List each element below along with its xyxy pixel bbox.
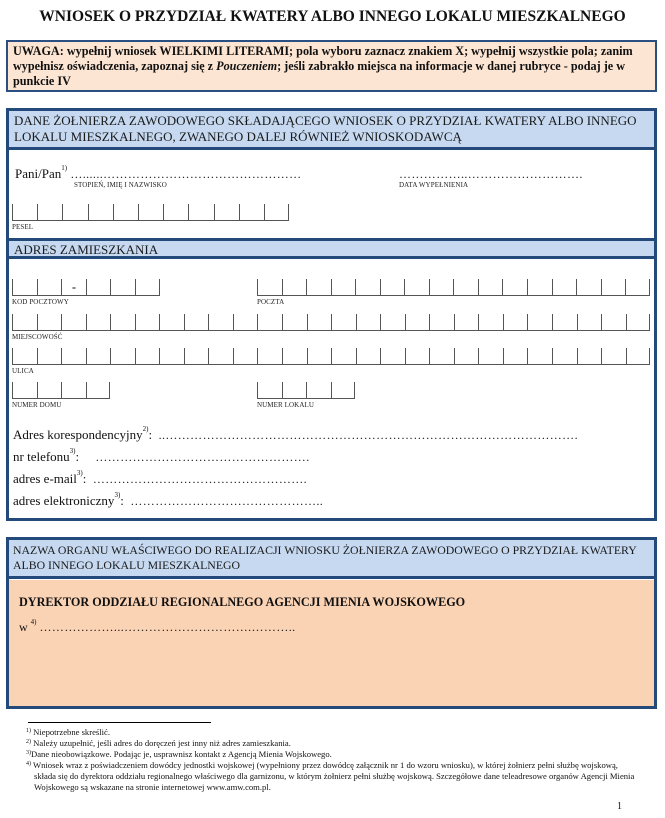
footnote-text: Niepotrzebne skreślić. [33,727,110,737]
char-cell[interactable] [577,314,602,331]
char-cell[interactable] [380,348,405,365]
char-cell[interactable] [86,348,111,365]
footnote-ref: 3) [26,750,31,756]
char-cell[interactable] [163,204,188,221]
char-cell[interactable] [110,314,135,331]
electronic-footnote-ref: 3) [114,491,121,499]
electronic-label: adres elektroniczny [13,493,115,508]
char-cell[interactable] [61,348,86,365]
char-cell[interactable] [61,314,86,331]
street-input[interactable] [12,348,650,365]
char-cell[interactable] [86,314,111,331]
char-cell[interactable] [113,204,138,221]
char-cell[interactable] [12,204,37,221]
char-cell[interactable] [601,279,626,296]
char-cell[interactable] [527,348,552,365]
char-cell[interactable] [307,314,332,331]
char-cell[interactable] [306,382,331,399]
char-cell[interactable] [429,314,454,331]
char-cell[interactable] [233,348,258,365]
address-section-header: ADRES ZAMIESZKANIA [9,238,654,259]
char-cell[interactable] [355,279,380,296]
char-cell[interactable] [380,279,405,296]
char-cell[interactable] [405,348,430,365]
apartment-number-caption: NUMER LOKALU [257,401,315,409]
char-cell[interactable] [135,314,160,331]
authority-location-field[interactable] [19,620,296,635]
char-cell[interactable] [429,348,454,365]
name-caption: STOPIEŃ, IMIĘ I NAZWISKO [74,181,167,189]
location-footnote-ref: 4) [30,618,37,626]
notice-text-2: ; jeśli zabrakło miejsca na informacje w danej rubryce - podaj je w punkcie IV [13,59,626,88]
char-cell[interactable] [61,279,86,296]
char-cell[interactable] [306,279,331,296]
authority-name: DYREKTOR ODDZIAŁU REGIONALNEGO AGENCJI MIENIA WOJSKOWEGO [19,595,466,609]
char-cell[interactable] [37,279,62,296]
footnote-ref: 1) [26,728,31,734]
date-field[interactable] [399,166,583,182]
name-footnote-ref: 1) [61,164,68,172]
instructions-notice [6,40,657,92]
char-cell[interactable] [626,314,651,331]
char-cell[interactable] [625,279,650,296]
char-cell[interactable] [405,314,430,331]
name-field[interactable] [15,166,302,182]
authority-section [6,537,657,709]
postal-code-input[interactable] [12,279,160,296]
char-cell[interactable] [527,279,552,296]
char-cell[interactable] [239,204,264,221]
notice-text-1: UWAGA: wypełnij wniosek WIELKIMI LITERAMI; pola wyboru zaznacz znakiem X; wypełnij wszystkie pola; zanim wypełnisz oświadczenia, zapoznaj się z [13,44,633,73]
notice-italic: Pouczeniem [216,59,278,73]
char-cell[interactable] [135,348,160,365]
correspondence-label: Adres korespondencyjny [13,427,143,442]
char-cell[interactable] [552,314,577,331]
house-number-caption: NUMER DOMU [12,401,62,409]
post-office-caption: POCZTA [257,298,285,306]
char-cell[interactable] [453,279,478,296]
date-caption: DATA WYPEŁNIENIA [399,181,469,189]
char-cell[interactable] [233,314,258,331]
phone-field[interactable]: nr telefonu$^{3)}$: ……………………………………………. [13,447,310,464]
char-cell[interactable] [159,348,184,365]
char-cell[interactable] [454,348,479,365]
char-cell[interactable] [257,314,282,331]
char-cell[interactable] [37,348,62,365]
footnote-text: Należy uzupełnić, jeśli adres do doręczeń jest inny niż adres zamieszkania. [33,738,291,748]
char-cell[interactable] [331,348,356,365]
pesel-input[interactable] [12,204,289,221]
char-cell[interactable] [61,382,86,399]
char-cell[interactable] [184,314,209,331]
char-cell[interactable] [12,314,37,331]
email-label: adres e-mail [13,471,77,486]
char-cell[interactable] [502,279,527,296]
char-cell[interactable] [12,382,37,399]
char-cell[interactable] [331,382,356,399]
char-cell[interactable] [478,279,503,296]
date-input[interactable]: ……………..………………………. [399,167,583,181]
location-label: w [19,620,28,634]
email-input[interactable]: ……………………………………………. [92,472,308,486]
char-cell[interactable] [626,348,651,365]
char-cell[interactable] [37,204,62,221]
name-input[interactable]: …......………………………………………… [70,167,302,181]
char-cell[interactable] [257,382,282,399]
char-cell[interactable] [257,348,282,365]
post-office-input[interactable] [257,279,650,296]
city-input[interactable] [12,314,650,331]
house-number-input[interactable] [12,382,110,399]
correspondence-footnote-ref: 2) [142,425,149,433]
phone-footnote-ref: 3) [69,447,76,455]
char-cell[interactable] [331,279,356,296]
char-cell[interactable] [264,204,289,221]
char-cell[interactable] [257,279,282,296]
char-cell[interactable] [307,348,332,365]
footnote-text: Dane nieobowiązkowe. Podając je, usprawnisz kontakt z Agencją Mienia Wojskowego. [31,749,332,759]
city-caption: MIEJSCOWOŚĆ [12,333,63,341]
footnote-ref: 2) [26,739,31,745]
page-number: 1 [617,801,622,812]
footnotes [26,727,636,793]
apartment-number-input[interactable] [257,382,355,399]
applicant-section-header: DANE ŻOŁNIERZA ZAWODOWEGO SKŁADAJĄCEGO WNIOSEK O PRZYDZIAŁ KWATERY ALBO INNEGO LOKALU MIESZKALNEGO, ZWANEGO DALEJ RÓWNIEŻ WNIOSKODAWCĄ [9,111,654,150]
authority-body [9,580,654,706]
char-cell[interactable] [478,348,503,365]
char-cell[interactable] [208,348,233,365]
char-cell[interactable] [62,204,87,221]
electronic-input[interactable]: ……………………………………….. [130,494,324,508]
footnote-1 [26,727,636,738]
char-cell[interactable] [12,348,37,365]
footnote-2 [26,738,636,749]
char-cell[interactable] [282,382,307,399]
char-cell[interactable] [188,204,213,221]
footnote-ref: 4) [26,761,31,767]
char-cell[interactable] [552,348,577,365]
electronic-address-field[interactable]: adres elektroniczny$^{3)}$: ……………………………………….. [13,491,324,508]
postal-code-caption: KOD POCZTOWY [12,298,69,306]
footnote-text: Wniosek wraz z poświadczeniem dowódcy jednostki wojskowej (wypełniony przez dowódcę załącznik nr 1 do wzoru wniosku), w której żołnierz pełni służbę wojskową, składa się do dyrektora oddziału regionalnego właściwego dla garnizonu, w którym żołnierz pełni służbę wojskową. Szczegółowe dane teleadresowe organów Agencji Mienia Wojskowego są wskazane na stronie internetowej www.amw.com.pl. [33,760,635,792]
char-cell[interactable] [208,314,233,331]
char-cell[interactable] [552,279,577,296]
char-cell[interactable] [380,314,405,331]
location-input[interactable]: ………………...………………………….……….. [39,620,296,634]
char-cell[interactable] [110,348,135,365]
phone-label: nr telefonu [13,449,70,464]
char-cell[interactable] [12,279,37,296]
char-cell[interactable] [138,204,163,221]
pesel-caption: PESEL [12,223,34,231]
char-cell[interactable] [86,382,111,399]
footnote-divider [28,722,211,723]
char-cell[interactable] [601,348,626,365]
char-cell[interactable] [37,314,62,331]
correspondence-address-field[interactable]: Adres korespondencyjny$^{2)}$: ..………………………………………………………………………………………. [13,425,578,442]
char-cell[interactable] [282,314,307,331]
name-label: Pani/Pan [15,166,62,181]
footnote-4 [26,760,636,793]
char-cell[interactable] [601,314,626,331]
char-cell[interactable] [429,279,454,296]
street-caption: ULICA [12,367,34,375]
char-cell[interactable] [478,314,503,331]
char-cell[interactable] [86,279,111,296]
form-title: WNIOSEK O PRZYDZIAŁ KWATERY ALBO INNEGO LOKALU MIESZKALNEGO [39,8,626,25]
char-cell[interactable] [37,382,62,399]
char-cell[interactable] [282,348,307,365]
correspondence-input[interactable]: ..………………………………………………………………………………………. [158,428,578,442]
char-cell[interactable] [282,279,307,296]
char-cell[interactable] [356,314,381,331]
char-cell[interactable] [577,348,602,365]
char-cell[interactable] [88,204,113,221]
authority-section-header: NAZWA ORGANU WŁAŚCIWEGO DO REALIZACJI WNIOSKU ŻOŁNIERZA ZAWODOWEGO O PRZYDZIAŁ KWATERY ALBO INNEGO LOKALU MIESZKALNEGO [9,540,654,579]
char-cell[interactable] [214,204,239,221]
footnote-3 [26,749,636,760]
char-cell[interactable] [576,279,601,296]
char-cell[interactable] [110,279,135,296]
char-cell[interactable] [454,314,479,331]
char-cell[interactable] [527,314,552,331]
applicant-section [6,108,657,521]
char-cell[interactable] [184,348,209,365]
char-cell[interactable] [159,314,184,331]
email-footnote-ref: 3) [76,469,83,477]
char-cell[interactable] [135,279,160,296]
char-cell[interactable] [503,348,528,365]
email-field[interactable]: adres e-mail$^{3)}$: ……………………………………………. [13,469,308,486]
postal-code-separator: - [71,280,76,294]
char-cell[interactable] [331,314,356,331]
char-cell[interactable] [356,348,381,365]
char-cell[interactable] [503,314,528,331]
char-cell[interactable] [404,279,429,296]
phone-input[interactable]: ……………………………………………. [95,450,310,464]
